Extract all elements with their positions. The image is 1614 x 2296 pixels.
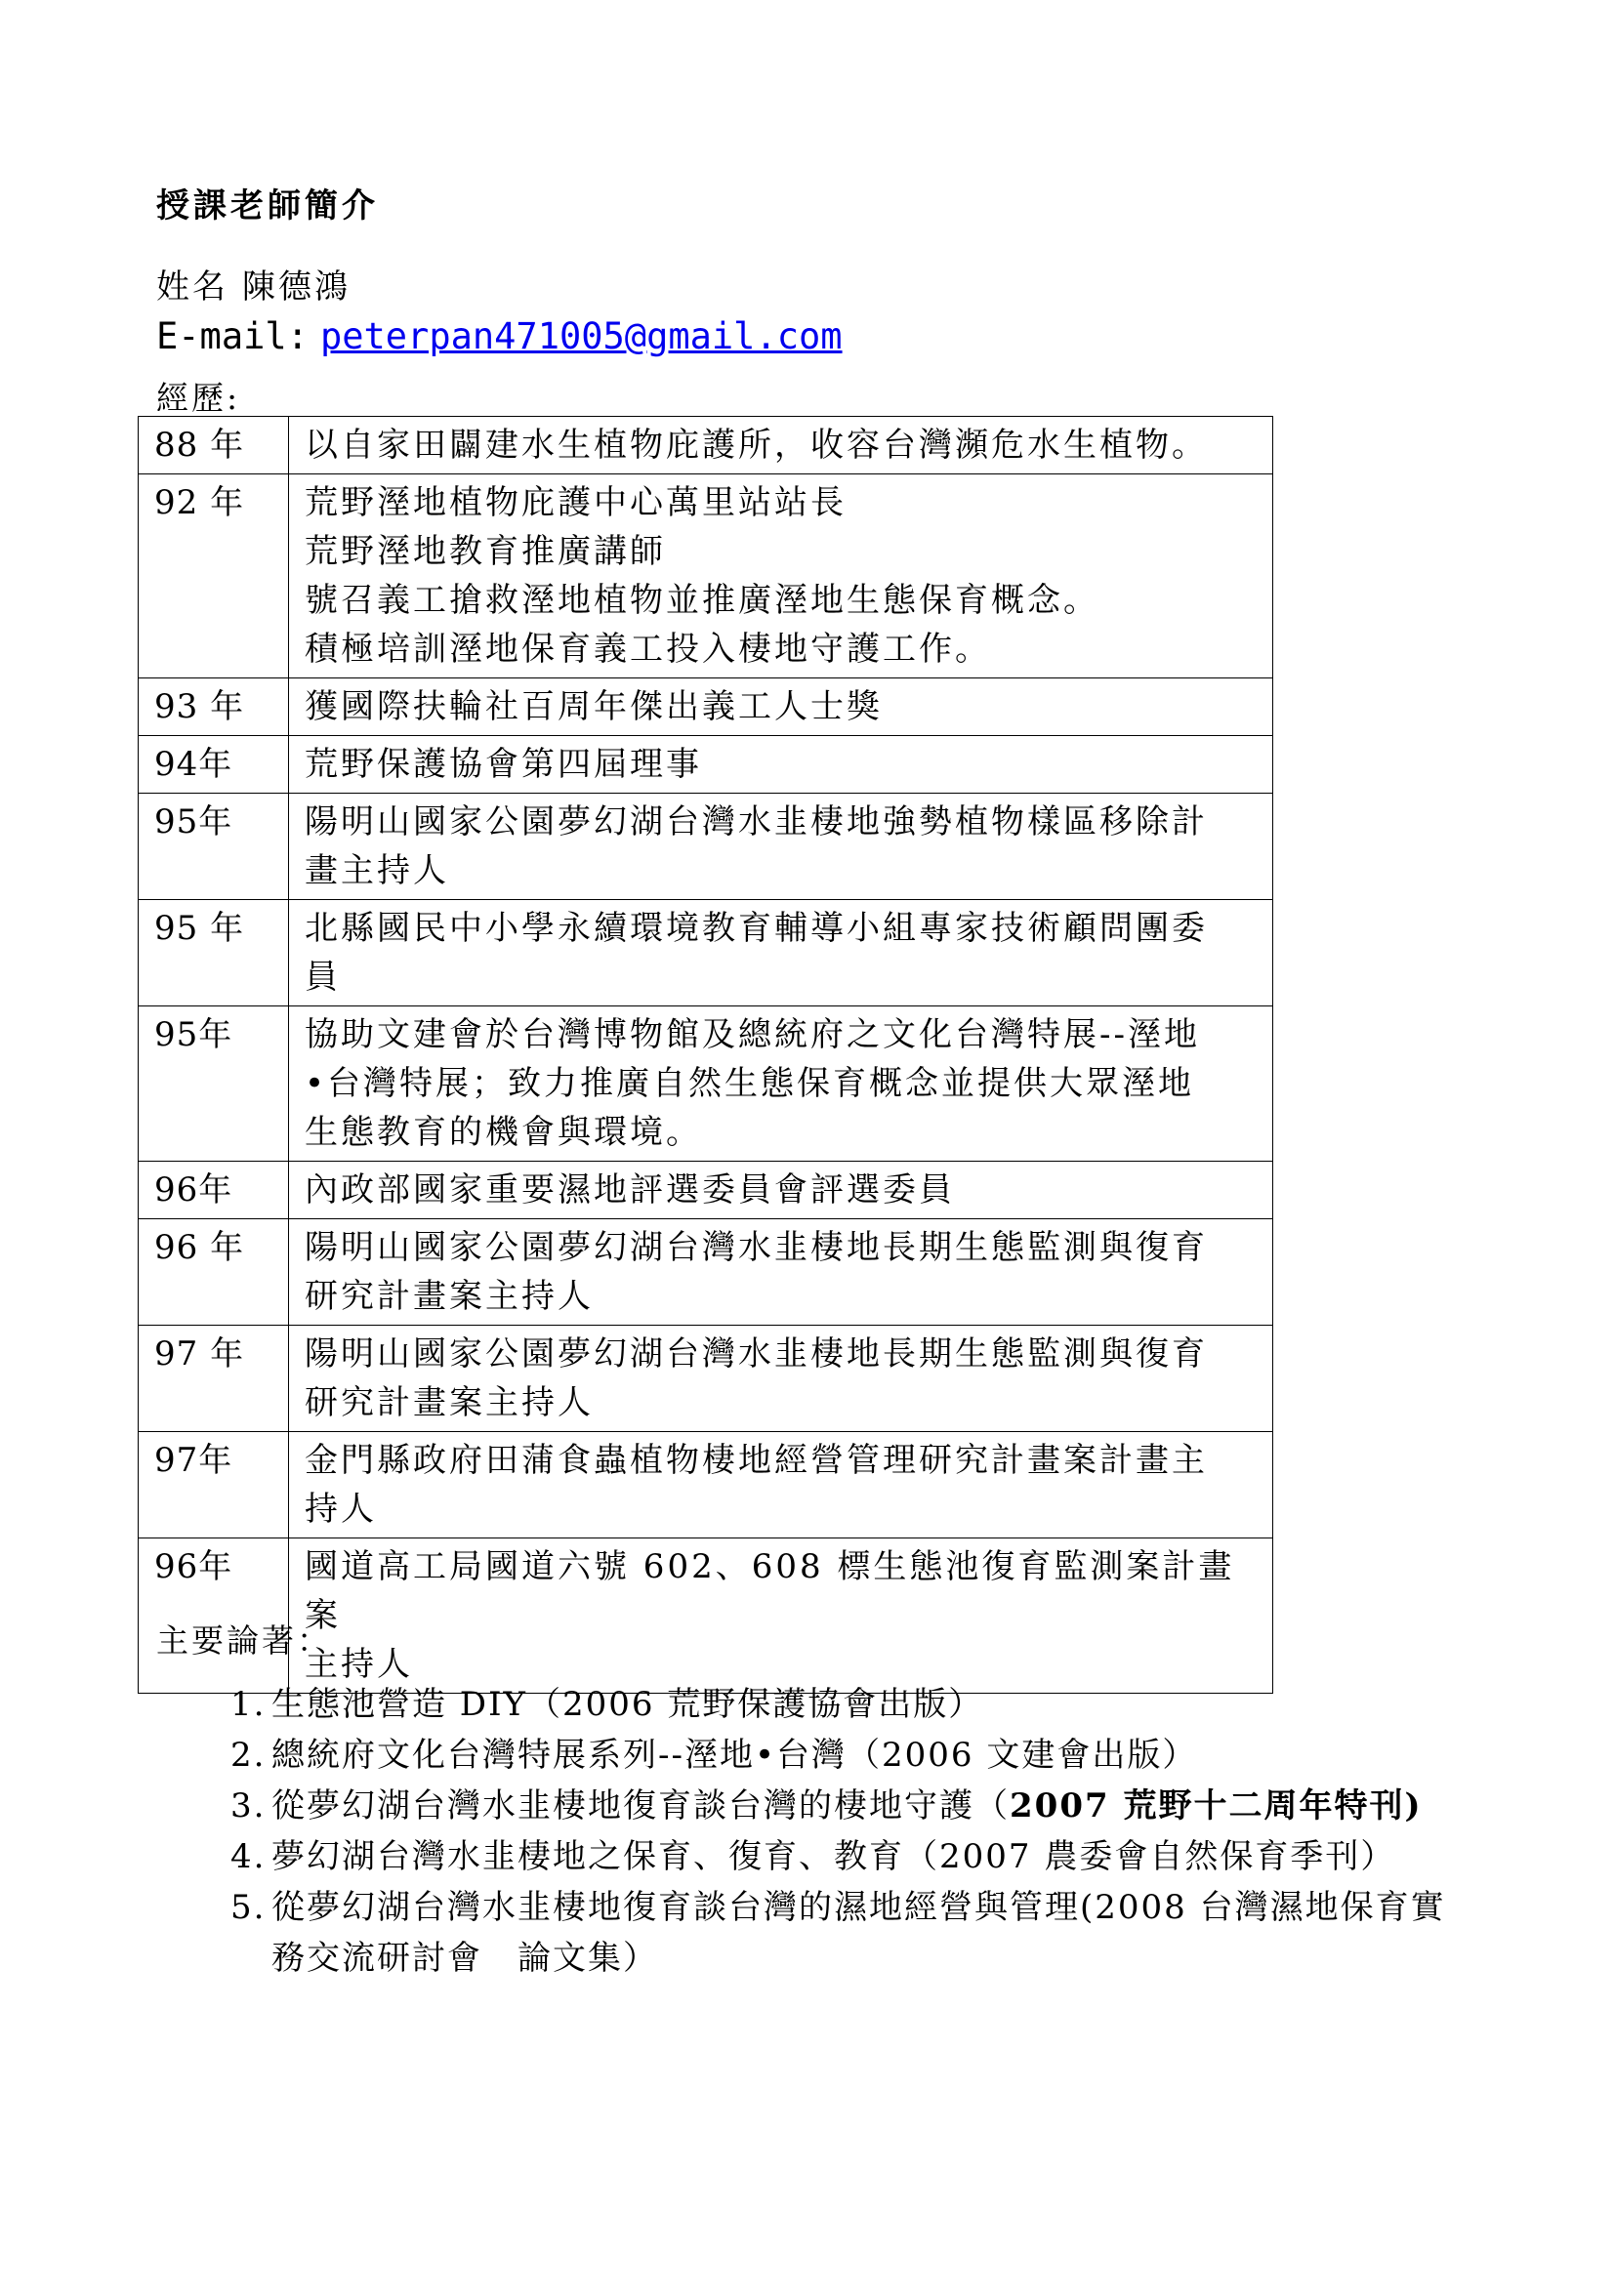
- works-item-text: 夢幻湖台灣水韭棲地之保育、復育、教育（2007 農委會自然保育季刊）: [271, 1837, 1396, 1876]
- works-item: [230, 1831, 1470, 1882]
- experience-description-line: 以自家田闢建水生植物庇護所，收容台灣瀕危水生植物。: [305, 426, 1208, 465]
- works-item-text: 總統府文化台灣特展系列--溼地•台灣（2006 文建會出版）: [271, 1736, 1198, 1775]
- experience-description-line: 國道高工局國道六號 602、608 標生態池復育監測案計畫案: [305, 1547, 1235, 1635]
- name-line: [156, 260, 364, 308]
- experience-description-line: 荒野溼地教育推廣講師: [305, 532, 666, 571]
- experience-description-line: 積極培訓溼地保育義工投入棲地守護工作。: [305, 630, 991, 669]
- works-item-number: 4.: [230, 1837, 267, 1876]
- experience-row: [139, 474, 1273, 678]
- experience-year: 93 年: [139, 678, 289, 736]
- experience-table: [138, 416, 1273, 1694]
- experience-description: [289, 1006, 1273, 1162]
- works-item: [230, 1781, 1470, 1831]
- name-label: 姓名: [156, 267, 228, 307]
- works-item-number: 5.: [230, 1888, 267, 1927]
- experience-description: [289, 1162, 1273, 1219]
- experience-row: [139, 417, 1273, 474]
- works-item-number: 3.: [230, 1786, 267, 1825]
- experience-description: [289, 1219, 1273, 1326]
- email-link[interactable]: peterpan471005@gmail.com: [319, 315, 843, 357]
- experience-description-line: 荒野保護協會第四屆理事: [305, 745, 702, 784]
- experience-heading: 經歷:: [156, 379, 241, 417]
- works-heading: 主要論著：: [156, 1621, 332, 1660]
- experience-description-line: 內政部國家重要濕地評選委員會評選委員: [305, 1170, 955, 1210]
- works-list: [230, 1679, 1470, 1984]
- experience-year: 96 年: [139, 1219, 289, 1326]
- experience-year: 95年: [139, 794, 289, 900]
- experience-year: 97年: [139, 1432, 289, 1538]
- experience-description: [289, 900, 1273, 1006]
- experience-row: [139, 1162, 1273, 1219]
- experience-row: [139, 1432, 1273, 1538]
- experience-year: 95年: [139, 1006, 289, 1162]
- experience-year: 94年: [139, 736, 289, 794]
- name-value: 陳德鴻: [242, 267, 351, 307]
- works-item-number: 1.: [230, 1685, 267, 1724]
- experience-description-line: 生態教育的機會與環境。: [305, 1113, 702, 1152]
- works-item-text: 生態池營造 DIY（2006 荒野保護協會出版）: [271, 1685, 984, 1724]
- experience-description: [289, 1538, 1273, 1694]
- experience-description-line: 獲國際扶輪社百周年傑出義工人士獎: [305, 687, 883, 726]
- experience-year: 88 年: [139, 417, 289, 474]
- experience-description-line: 金門縣政府田蒲食蟲植物棲地經營管理研究計畫案計畫主: [305, 1441, 1208, 1480]
- works-item-number: 2.: [230, 1736, 267, 1775]
- experience-description-line: 研究計畫案主持人: [305, 1277, 594, 1316]
- experience-row: [139, 794, 1273, 900]
- experience-description: [289, 794, 1273, 900]
- works-item: [230, 1730, 1470, 1781]
- experience-description-line: 主持人: [305, 1645, 413, 1684]
- email-label: E-mail:: [156, 315, 309, 357]
- experience-description: [289, 678, 1273, 736]
- experience-description: [289, 736, 1273, 794]
- email-line: [156, 315, 843, 357]
- experience-year: 96年: [139, 1162, 289, 1219]
- works-item-bold-text: 2007 荒野十二周年特刊): [1010, 1786, 1423, 1825]
- experience-year: 96年: [139, 1538, 289, 1694]
- experience-description-line: 陽明山國家公園夢幻湖台灣水韭棲地長期生態監測與復育: [305, 1334, 1208, 1374]
- experience-row: [139, 1326, 1273, 1432]
- experience-description-line: 荒野溼地植物庇護中心萬里站站長: [305, 483, 847, 522]
- experience-description-line: 研究計畫案主持人: [305, 1383, 594, 1422]
- experience-description-line: 陽明山國家公園夢幻湖台灣水韭棲地長期生態監測與復育: [305, 1228, 1208, 1267]
- experience-description-line: 員: [305, 958, 341, 997]
- experience-description: [289, 474, 1273, 678]
- experience-year: 97 年: [139, 1326, 289, 1432]
- experience-row: [139, 678, 1273, 736]
- experience-description: [289, 417, 1273, 474]
- experience-row: [139, 900, 1273, 1006]
- experience-description-line: 協助文建會於台灣博物館及總統府之文化台灣特展--溼地: [305, 1015, 1200, 1054]
- experience-description: [289, 1326, 1273, 1432]
- works-item: [230, 1882, 1470, 1984]
- experience-description-line: 陽明山國家公園夢幻湖台灣水韭棲地強勢植物樣區移除計: [305, 802, 1208, 841]
- experience-description-line: 北縣國民中小學永續環境教育輔導小組專家技術顧問團委: [305, 909, 1208, 948]
- experience-row: [139, 1006, 1273, 1162]
- experience-description-line: 持人: [305, 1490, 377, 1529]
- experience-description-line: •台灣特展；致力推廣自然生態保育概念並提供大眾溼地: [305, 1064, 1195, 1103]
- experience-row: [139, 736, 1273, 794]
- experience-year: 95 年: [139, 900, 289, 1006]
- experience-year: 92 年: [139, 474, 289, 678]
- works-item-text: 從夢幻湖台灣水韭棲地復育談台灣的濕地經營與管理(2008 台灣濕地保育實務交流研討會 論文集）: [271, 1888, 1446, 1978]
- experience-description-line: 號召義工搶救溼地植物並推廣溼地生態保育概念。: [305, 581, 1099, 620]
- experience-row: [139, 1219, 1273, 1326]
- works-item: [230, 1679, 1470, 1730]
- page-title: 授課老師簡介: [156, 186, 379, 226]
- experience-description-line: 畫主持人: [305, 851, 449, 890]
- works-item-text: 從夢幻湖台灣水韭棲地復育談台灣的棲地守護（: [271, 1786, 1010, 1825]
- experience-description: [289, 1432, 1273, 1538]
